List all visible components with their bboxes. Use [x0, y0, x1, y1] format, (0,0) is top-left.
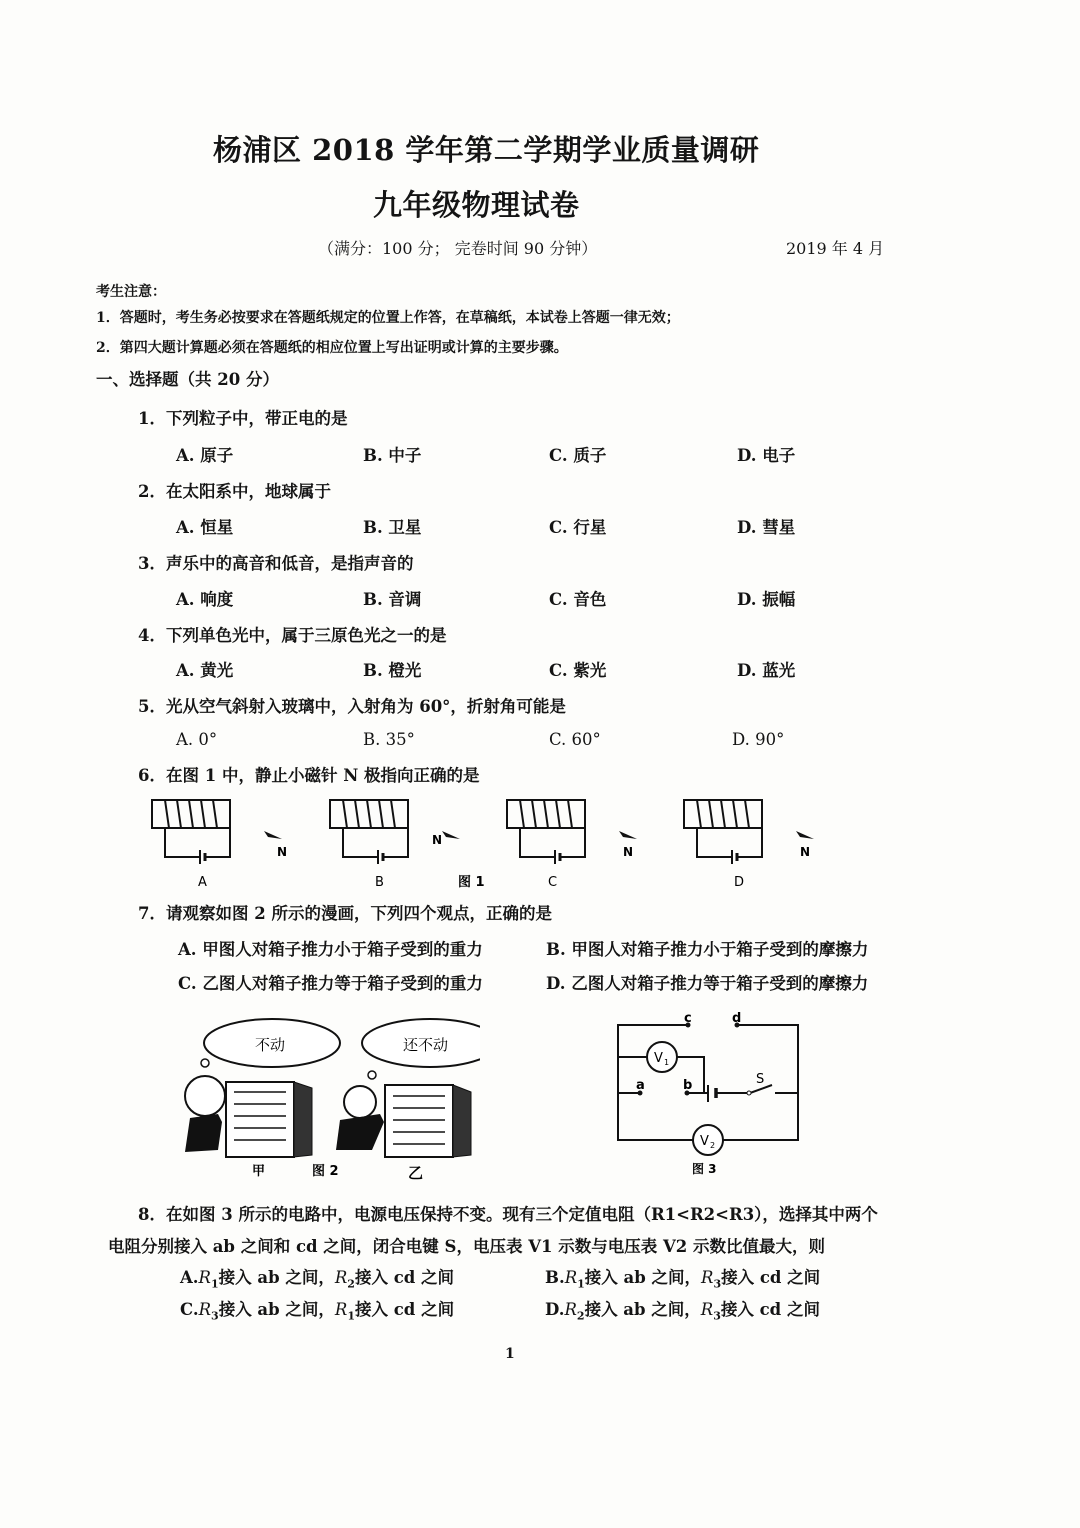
svg-text:a: a — [636, 1078, 645, 1093]
svg-text:图 2: 图 2 — [312, 1164, 339, 1179]
q5-option-a: A. 0° — [176, 730, 218, 749]
question-7-stem: 7．请观察如图 2 所示的漫画，下列四个观点，正确的是 — [138, 904, 552, 923]
q8-option-c: $C.R_3$接入 ab 之间，$R_1$接入 cd 之间 — [180, 1300, 455, 1323]
q5-option-c: C. 60° — [549, 730, 601, 749]
q5-option-d: D. 90° — [732, 730, 785, 749]
svg-text:N: N — [277, 845, 288, 859]
exam-date: 2019 年 4 月 — [786, 239, 885, 258]
q2-option-a: A. 恒星 — [176, 518, 234, 537]
svg-text:B: B — [375, 875, 384, 890]
svg-text:A: A — [198, 875, 207, 890]
svg-text:图 1: 图 1 — [458, 875, 485, 890]
q7-option-d: D. 乙图人对箱子推力等于箱子受到的摩擦力 — [546, 974, 869, 993]
svg-text:不动: 不动 — [255, 1036, 286, 1054]
svg-text:还不动: 还不动 — [403, 1036, 449, 1054]
q7-option-a: A. 甲图人对箱子推力小于箱子受到的重力 — [178, 940, 483, 959]
svg-text:V: V — [654, 1051, 663, 1066]
svg-text:2: 2 — [710, 1141, 716, 1150]
svg-text:1: 1 — [664, 1058, 670, 1067]
figure-2-cartoon — [160, 1010, 480, 1185]
q1-option-b: B. 中子 — [363, 446, 422, 465]
notice-item-2: 2．第四大题计算题必须在答题纸的相应位置上写出证明或计算的主要步骤。 — [96, 340, 568, 356]
svg-text:S: S — [756, 1072, 765, 1087]
page-number: 1 — [505, 1346, 515, 1362]
svg-text:D: D — [734, 875, 745, 890]
notice-heading: 考生注意： — [96, 284, 166, 300]
q3-option-a: A. 响度 — [176, 590, 234, 609]
q2-option-c: C. 行星 — [549, 518, 607, 537]
question-2-stem: 2．在太阳系中，地球属于 — [138, 482, 331, 501]
svg-text:N: N — [800, 845, 811, 859]
svg-text:N: N — [623, 845, 634, 859]
q1-option-d: D. 电子 — [737, 446, 796, 465]
svg-text:甲: 甲 — [252, 1164, 266, 1179]
q7-option-c: C. 乙图人对箱子推力等于箱子受到的重力 — [178, 974, 483, 993]
section-heading: 一、选择题（共 20 分） — [96, 370, 279, 389]
q1-option-a: A. 原子 — [176, 446, 234, 465]
svg-text:图 3: 图 3 — [692, 1162, 717, 1176]
figure-3-circuit — [600, 1005, 820, 1185]
svg-text:N: N — [432, 833, 443, 847]
exam-subtitle: 九年级物理试卷 — [373, 188, 580, 222]
q1-option-c: C. 质子 — [549, 446, 607, 465]
q4-option-b: B. 橙光 — [363, 661, 422, 680]
q3-option-d: D. 振幅 — [737, 590, 796, 609]
question-8-stem-line1: 8．在如图 3 所示的电路中，电源电压保持不变。现有三个定值电阻（R1<R2<R3），选择其中两个 — [138, 1205, 878, 1224]
exam-title: 杨浦区 2018 学年第二学期学业质量调研 — [213, 133, 760, 167]
question-6-stem: 6．在图 1 中，静止小磁针 N 极指向正确的是 — [138, 766, 480, 785]
svg-text:C: C — [548, 875, 558, 890]
q5-option-b: B. 35° — [363, 730, 415, 749]
q8-option-d: $D.R_2$接入 ab 之间，$R_3$接入 cd 之间 — [545, 1300, 820, 1323]
svg-text:V: V — [700, 1134, 709, 1149]
question-8-stem-line2: 电阻分别接入 ab 之间和 cd 之间，闭合电键 S，电压表 V1 示数与电压表 V2 示数比值最大，则 — [108, 1237, 825, 1256]
svg-text:乙: 乙 — [408, 1164, 424, 1182]
q8-option-b: $B.R_1$接入 ab 之间，$R_3$接入 cd 之间 — [545, 1268, 821, 1291]
q3-option-c: C. 音色 — [549, 590, 607, 609]
question-4-stem: 4．下列单色光中，属于三原色光之一的是 — [138, 626, 447, 645]
exam-meta: （满分：100 分； 完卷时间 90 分钟） — [318, 239, 598, 258]
q4-option-d: D. 蓝光 — [737, 661, 796, 680]
question-1-stem: 1．下列粒子中，带正电的是 — [138, 409, 348, 428]
q2-option-d: D. 彗星 — [737, 518, 796, 537]
svg-text:d: d — [732, 1011, 742, 1026]
q3-option-b: B. 音调 — [363, 590, 422, 609]
q7-option-b: B. 甲图人对箱子推力小于箱子受到的摩擦力 — [546, 940, 869, 959]
question-3-stem: 3．声乐中的高音和低音，是指声音的 — [138, 554, 414, 573]
q2-option-b: B. 卫星 — [363, 518, 422, 537]
figure-1-solenoids — [140, 795, 840, 895]
notice-item-1: 1．答题时，考生务必按要求在答题纸规定的位置上作答，在草稿纸，本试卷上答题一律无效； — [96, 310, 680, 326]
q8-option-a: $A.R_1$接入 ab 之间，$R_2$接入 cd 之间 — [180, 1268, 455, 1291]
svg-text:c: c — [684, 1011, 692, 1026]
svg-text:b: b — [683, 1078, 693, 1093]
question-5-stem: 5．光从空气斜射入玻璃中，入射角为 60°，折射角可能是 — [138, 697, 566, 716]
q4-option-c: C. 紫光 — [549, 661, 607, 680]
q4-option-a: A. 黄光 — [176, 661, 234, 680]
